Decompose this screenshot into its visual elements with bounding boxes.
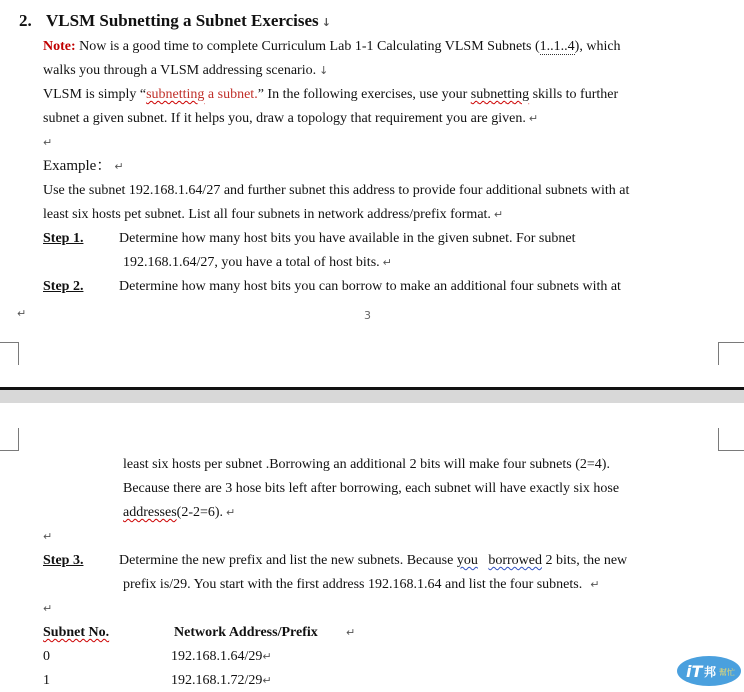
step-3-line-2 [123,576,599,594]
step-3-text-2: prefix is/29. You start with the first address 192.168.1.64 and list the four subnets. [123,577,583,592]
table-row [43,648,272,666]
paragraph-mark: ↵ [43,602,53,615]
continuation-text-1: least six hosts per subnet .Borrowing an additional 2 bits will make four subnets (2=4). [123,457,610,472]
end-paragraph [17,305,26,323]
continuation-text-3: (2-2=6). [176,505,224,520]
page-number: 3 [364,309,371,322]
network-address: 192.168.1.64/29 [171,649,263,664]
step-2-text: Determine how many host bits you can borrow to make an additional four subnets with at [119,279,621,294]
logo-badge [676,655,742,687]
note-line-2-text: walks you through a VLSM addressing scenario. [43,63,317,78]
paragraph-mark: ↵ [346,626,356,639]
vlsm-text-a: VLSM is simply “ [43,87,147,102]
margin-corner-bottom-right [718,342,744,365]
continuation-line-2 [123,480,619,498]
page-separator [0,387,744,390]
heading-title: VLSM Subnetting a Subnet Exercises [46,11,319,30]
arrow-mark: ↓ [319,64,329,77]
paragraph-mark: ↵ [17,307,27,320]
step-2-label: Step 2. [43,279,84,294]
step-1-line-2 [123,254,392,272]
paragraph-mark: ↵ [493,208,504,221]
step-3-borrowed: borrowed [488,553,542,568]
vlsm-line-2 [43,110,538,128]
subnet-number: 0 [43,649,50,664]
subnet-number: 1 [43,673,50,688]
continuation-text-2: Because there are 3 hose bits left after borrowing, each subnet will have exactly six hose [123,481,620,496]
ithome-logo [676,655,742,687]
step-2-line-1 [43,278,621,296]
paragraph-mark: ↵ [226,506,236,519]
continuation-line-1 [123,456,610,474]
header-subnet-no: Subnet No. [43,625,110,640]
note-line-1 [43,38,621,56]
note-ref: 1..1..4 [539,39,575,54]
header-network-address: Network Address/Prefix [174,625,318,640]
logo-tag: 幫忙 [719,668,735,677]
network-address: 192.168.1.72/29 [171,673,263,688]
paragraph-mark: ↵ [43,530,53,543]
step-1-line-1 [43,230,576,248]
vlsm-quote-b: a subnet. [204,87,258,102]
logo-sub: 邦 [704,665,717,679]
step-3-label: Step 3. [43,553,84,568]
step-1-text-2: 192.168.1.64/27, you have a total of host bits. [123,255,380,270]
continuation-line-3 [123,504,235,522]
note-label: Note: [43,39,76,54]
paragraph-mark: ↵ [262,674,272,687]
vlsm-word: subnetting [470,87,530,102]
step-3-you: you [456,553,478,568]
paragraph-mark: ↵ [262,650,272,663]
logo-main: iT [686,662,703,681]
step-3-text-a: Determine the new prefix and list the new subnets. Because [119,553,457,568]
note-text-a: Now is a good time to complete Curriculum Lab 1-1 Calculating VLSM Subnets ( [75,39,540,54]
use-line-1 [43,182,629,200]
example-text: Example： [43,158,112,174]
vlsm-line-2-text: subnet a given subnet. If it helps you, draw a topology that requirement you are given. [43,111,526,126]
step-3-text-b: 2 bits, the new [542,553,628,568]
arrow-mark: ↓ [321,16,331,29]
vlsm-text-c: skills to further [529,87,619,102]
use-line-2-text: least six hosts pet subnet. List all four subnets in network address/prefix format. [43,207,491,222]
heading-number: 2. [19,11,32,30]
paragraph-mark: ↵ [528,112,539,125]
example-label [43,157,124,176]
paragraph-mark: ↵ [590,578,600,591]
margin-corner-top-left [0,428,19,451]
vlsm-quote-a: subnetting [146,87,205,102]
table-row [43,672,272,690]
subnet-table-header [43,624,356,642]
paragraph-mark: ↵ [114,160,124,173]
addresses-word: addresses [123,505,177,520]
margin-corner-top-right [718,428,744,451]
margin-corner-bottom-left [0,342,19,365]
empty-paragraph [43,134,52,152]
heading [19,12,331,32]
note-line-2 [43,62,328,80]
use-line-2 [43,206,503,224]
vlsm-line-1 [43,86,618,104]
empty-paragraph [43,528,52,546]
step-1-label: Step 1. [43,231,84,246]
note-text-b: ), which [574,39,621,54]
use-line-1-text: Use the subnet 192.168.1.64/27 and further subnet this address to provide four additional subnets with at [43,183,630,198]
paragraph-mark: ↵ [43,136,53,149]
vlsm-text-b: ” In the following exercises, use your [257,87,471,102]
paragraph-mark: ↵ [382,256,392,269]
empty-paragraph [43,600,52,618]
step-3-line-1 [43,552,628,570]
step-1-text: Determine how many host bits you have available in the given subnet. For subnet [119,231,576,246]
